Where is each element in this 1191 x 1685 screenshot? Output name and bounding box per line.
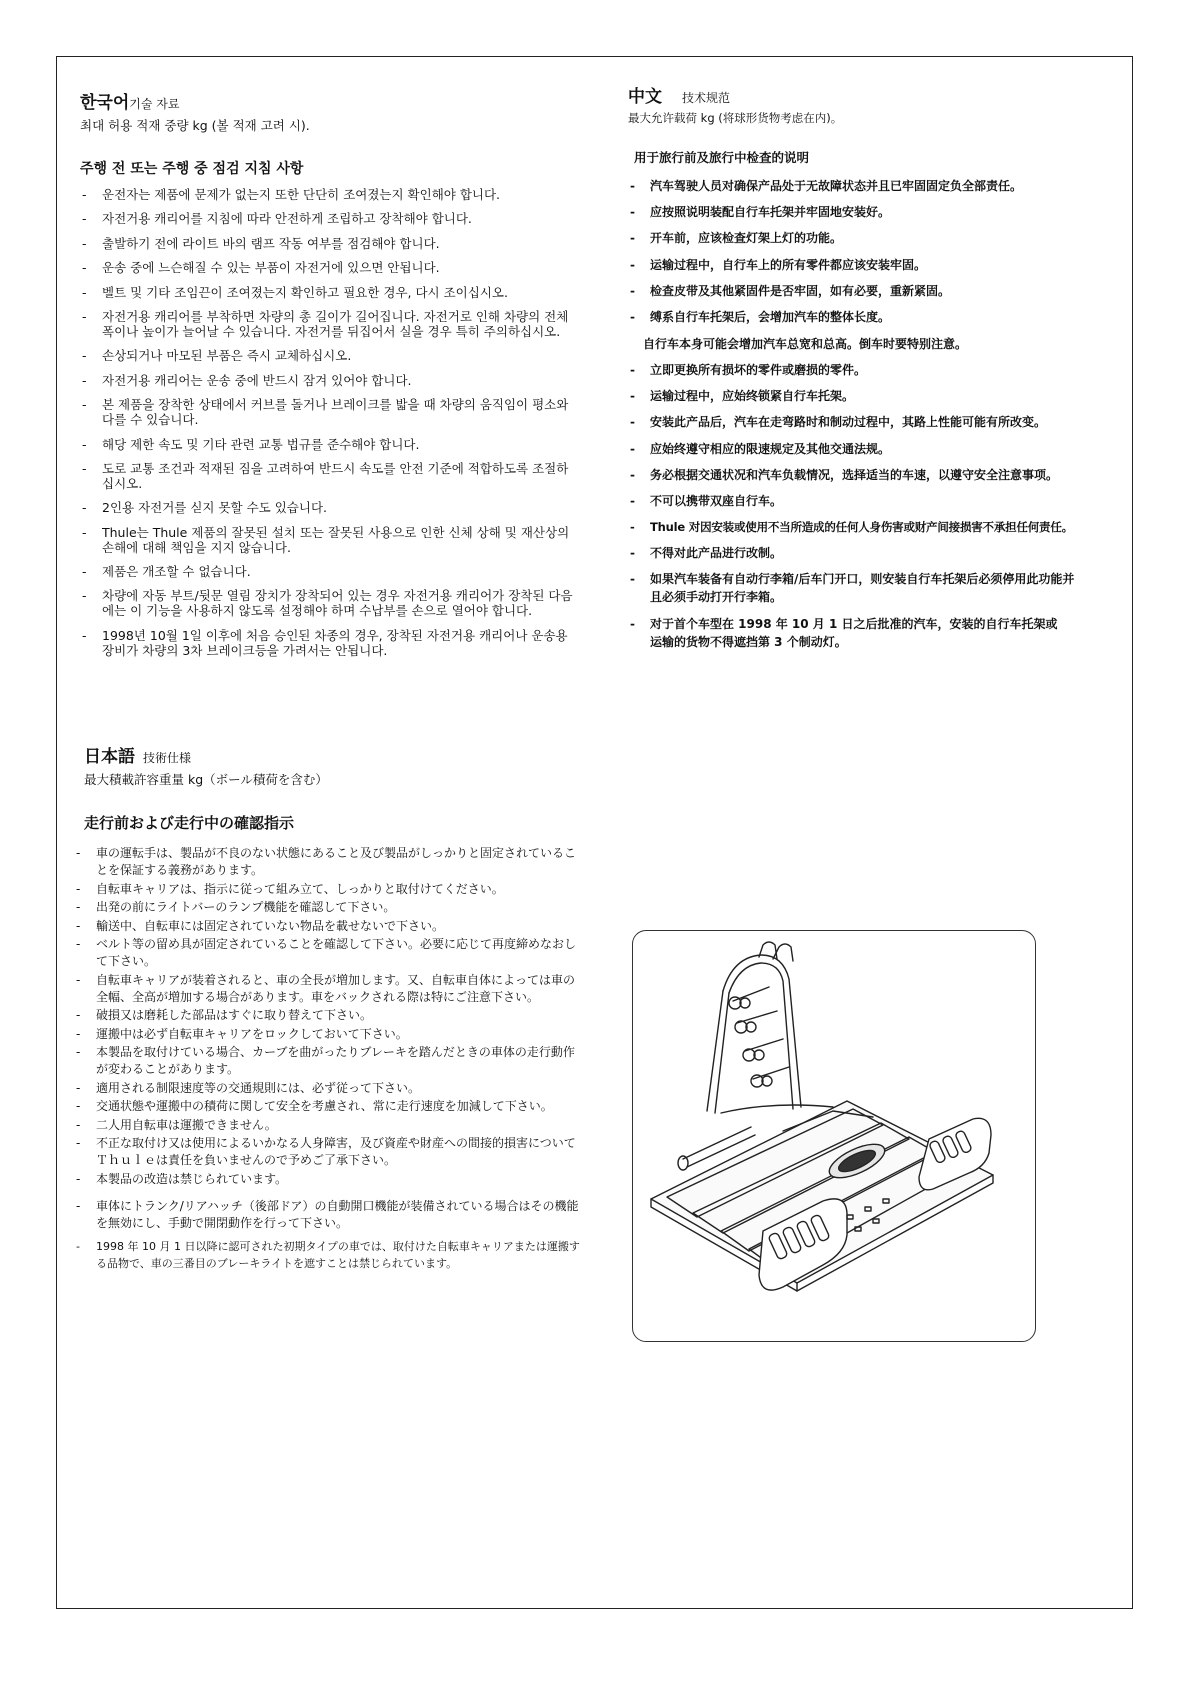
list-item: - 벨트 및 기타 조임끈이 조여졌는지 확인하고 필요한 경우, 다시 조이십시오.	[80, 285, 580, 300]
list-item: - 運搬中は必ず自転車キャリアをロックしておいて下さい。	[74, 1026, 584, 1043]
list-item: - 应按照说明装配自行车托架并牢固地安装好。	[628, 203, 1138, 221]
chinese-section-title: 用于旅行前及旅行中检查的说明	[634, 150, 810, 165]
list-item: - 2인용 자전거를 싣지 못할 수도 있습니다.	[80, 500, 580, 515]
list-item: - 出発の前にライトバーのランプ機能を確認して下さい。	[74, 899, 584, 916]
list-item: - 제품은 개조할 수 없습니다.	[80, 564, 580, 579]
list-item: - 자전거용 캐리어를 부착하면 차량의 총 길이가 길어집니다. 자전거로 인해 차량의 전체 폭이나 높이가 늘어날 수 있습니다. 자전거를 뒤집어서 실을 경우 특히 주의하십시오.	[80, 309, 580, 339]
japanese-language-title: 日本語	[84, 747, 135, 767]
bike-carrier-illustration-frame	[632, 930, 1036, 1342]
list-item: - 운송 중에 느슨해질 수 있는 부품이 자전거에 있으면 안됩니다.	[80, 260, 580, 275]
list-item: - 立即更换所有损坏的零件或磨损的零件。	[628, 361, 1138, 379]
list-item: - 輸送中、自転車には固定されていない物品を載せないで下さい。	[74, 918, 584, 935]
list-item: - 运输过程中，自行车上的所有零件都应该安装牢固。	[628, 256, 1138, 274]
list-item: - 本製品を取付けている場合、カーブを曲がったりブレーキを踏んだときの車体の走行動作が変わることがあります。	[74, 1044, 584, 1078]
korean-language-title: 한국어	[80, 93, 130, 113]
chinese-checklist	[628, 177, 1138, 651]
list-item: - 本製品の改造は禁じられています。	[74, 1171, 584, 1188]
chinese-max-load: 最大允许载荷 kg (将球形货物考虑在内)。	[628, 111, 843, 125]
list-item: - 对于首个车型在 1998 年 10 月 1 日之后批准的汽车，安装的自行车托架或运输的货物不得遮挡第 3 个制动灯。	[628, 615, 1138, 651]
list-item: - 开车前，应该检查灯架上灯的功能。	[628, 229, 1138, 247]
japanese-subtitle: 技術仕様	[143, 751, 192, 765]
list-item: - Thule 对因安装或使用不当所造成的任何人身伤害或财产间接损害不承担任何责任。	[628, 518, 1138, 536]
korean-section-title: 주행 전 또는 주행 중 점검 지침 사항	[80, 161, 304, 177]
korean-max-load: 최대 허용 적재 중량 kg (볼 적재 고려 시).	[80, 118, 310, 133]
list-item: - 適用される制限速度等の交通規則には、必ず従って下さい。	[74, 1080, 584, 1097]
list-item: - 不得对此产品进行改制。	[628, 544, 1138, 562]
list-item	[628, 308, 1138, 353]
list-item: - 破損又は磨耗した部品はすぐに取り替えて下さい。	[74, 1007, 584, 1024]
chinese-language-title: 中文	[628, 87, 662, 107]
japanese-section-title: 走行前および走行中の確認指示	[84, 814, 295, 832]
list-item: - 安装此产品后，汽车在走弯路时和制动过程中，其路上性能可能有所改变。	[628, 413, 1138, 431]
list-item: - 해당 제한 속도 및 기타 관련 교통 법규를 준수해야 합니다.	[80, 437, 580, 452]
list-item: - 출발하기 전에 라이트 바의 램프 작동 여부를 점검해야 합니다.	[80, 236, 580, 251]
korean-section	[80, 88, 580, 667]
list-item: - 自転車キャリアは、指示に従って組み立て、しっかりと取付けてください。	[74, 881, 584, 898]
list-item: - 車体にトランク/リアハッチ（後部ドア）の自動開口機能が装備されている場合はその機能を無効にし、手動で開閉動作を行って下さい。	[74, 1198, 584, 1232]
list-item: - 운전자는 제품에 문제가 없는지 또한 단단히 조여졌는지 확인해야 합니다.	[80, 187, 580, 202]
list-item: - 도로 교통 조건과 적재된 짐을 고려하여 반드시 속도를 안전 기준에 적합하도록 조절하십시오.	[80, 461, 580, 491]
bike-carrier-illustration-icon	[633, 931, 1037, 1343]
japanese-checklist	[74, 845, 584, 1272]
list-item: - 自転車キャリアが装着されると、車の全長が増加します。又、自転車自体によっては車の全幅、全高が増加する場合があります。車をバックされる際は特にご注意下さい。	[74, 972, 584, 1006]
list-item: - Thule는 Thule 제품의 잘못된 설치 또는 잘못된 사용으로 인한 신체 상해 및 재산상의 손해에 대해 책임을 지지 않습니다.	[80, 525, 580, 555]
korean-header	[80, 88, 580, 113]
list-item: - 자전거용 캐리어는 운송 중에 반드시 잠겨 있어야 합니다.	[80, 373, 580, 388]
list-item: - 检查皮带及其他紧固件是否牢固，如有必要，重新紧固。	[628, 282, 1138, 300]
list-item: - 运输过程中，应始终锁紧自行车托架。	[628, 387, 1138, 405]
list-item: - 본 제품을 장착한 상태에서 커브를 돌거나 브레이크를 밟을 때 차량의 움직임이 평소와 다를 수 있습니다.	[80, 397, 580, 427]
japanese-header	[84, 742, 584, 767]
korean-subtitle: 기술 자료	[129, 97, 180, 111]
list-item: - 차량에 자동 부트/뒷문 열림 장치가 장착되어 있는 경우 자전거용 캐리어가 장착된 다음에는 이 기능을 사용하지 않도록 설정해야 하며 수납부를 손으로 열어야 합니다.	[80, 588, 580, 618]
chinese-subtitle: 技术规范	[682, 91, 731, 105]
list-item: - 如果汽车装备有自动行李箱/后车门开口，则安装自行车托架后必须停用此功能并且必须手动打开行李箱。	[628, 570, 1138, 606]
list-item: - 손상되거나 마모된 부품은 즉시 교체하십시오.	[80, 348, 580, 363]
list-item: - 交通状態や運搬中の積荷に関して安全を考慮され、常に走行速度を加減して下さい。	[74, 1098, 584, 1115]
list-item: - 車の運転手は、製品が不良のない状態にあること及び製品がしっかりと固定されていることを保証する義務があります。	[74, 845, 584, 879]
list-item: - 汽车驾驶人员对确保产品处于无故障状态并且已牢固固定负全部责任。	[628, 177, 1138, 195]
chinese-section	[628, 82, 1138, 659]
japanese-max-load: 最大積載許容重量 kg（ボール積荷を含む）	[84, 772, 328, 787]
list-item: - 务必根据交通状况和汽车负载情况，选择适当的车速，以遵守安全注意事项。	[628, 466, 1138, 484]
list-item: - ベルト等の留め具が固定されていることを確認して下さい。必要に応じて再度締めなおして下さい。	[74, 936, 584, 970]
korean-checklist	[80, 187, 580, 658]
list-item: - 1998년 10월 1일 이후에 처음 승인된 차종의 경우, 장착된 자전거용 캐리어나 운송용 장비가 차량의 3차 브레이크등을 가려서는 안됩니다.	[80, 628, 580, 658]
list-item-continuation: 自行车本身可能会增加汽车总宽和总高。倒车时要特别注意。	[643, 336, 968, 351]
list-item: - 자전거용 캐리어를 지침에 따라 안전하게 조립하고 장착해야 합니다.	[80, 211, 580, 226]
chinese-header	[628, 82, 1138, 107]
list-item: - 不可以携带双座自行车。	[628, 492, 1138, 510]
list-item: - 1998 年 10 月 1 日以降に認可された初期タイプの車では、取付けた自転車キャリアまたは運搬する品物で、車の三番目のブレーキライトを遮すことは禁じられています。	[74, 1238, 584, 1272]
list-item: - 不正な取付け又は使用によるいかなる人身障害，及び資産や財産への間接的損害についてＴｈｕｌｅは責任を負いませんので予めご了承下さい。	[74, 1135, 584, 1169]
list-item: - 应始终遵守相应的限速规定及其他交通法规。	[628, 440, 1138, 458]
list-item: - 二人用自転車は運搬できません。	[74, 1117, 584, 1134]
list-item-text: 缚系自行车托架后，会增加汽车的整体长度。	[650, 309, 891, 324]
japanese-section	[84, 742, 584, 1273]
